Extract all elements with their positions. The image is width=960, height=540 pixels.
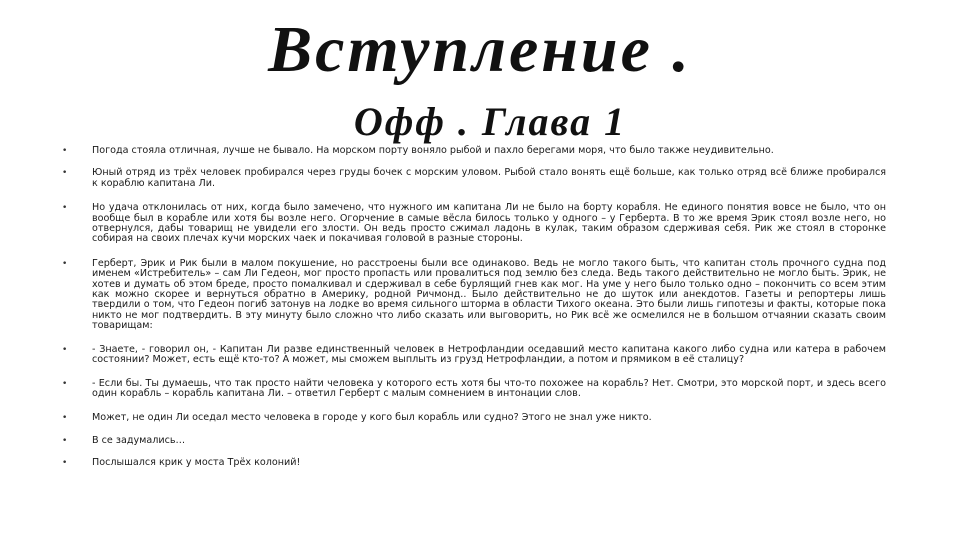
paragraph-text: - Знаете, - говорил он, - Капитан Ли разве единственный человек в Нетрофландии оседавший место капитана какого либо судна или катера в рабочем состоянии? Может, есть ещё кто-то? А может, мы сможем выплыть из грузд Нетрофландии, а потом и прямиком в её стaлицу? bbox=[92, 343, 886, 366]
bullet-icon: • bbox=[62, 258, 68, 269]
paragraph-text: - Если бы. Ты думаешь, что так просто найти человека у которого есть хотя бы что-то похожее на корабль? Нет. Смотри, это морской порт, и здесь всего один корабль – корабль капитана Ли. – ответил Герберт с малым сомнением в интонации слов. bbox=[92, 377, 886, 399]
bullet-icon: • bbox=[62, 458, 68, 469]
bullet-icon: • bbox=[62, 344, 68, 355]
list-item bbox=[62, 259, 886, 332]
slide-subtitle: Офф . Глава 1 bbox=[353, 99, 627, 144]
paragraph-text: Погода стояла отличная, лучше не бывало. На морском порту воняло рыбой и пахло берегами моря, что было также неудивительно. bbox=[92, 145, 774, 156]
list-item bbox=[62, 413, 886, 423]
bullet-icon: • bbox=[62, 378, 68, 389]
paragraph-text: Но удача отклонилась от них, когда было замечено, что нужного им капитана Ли не было на борту корабля. Не единого понятия вовсе не было, что он вообще был в корабле или хотя бы возле него. Огорчение в самые вёсла билось только у одного – у Герберта. В то же время Эрик стоял возле него, но отвернулся, дабы товарищ не увидели его злости. Он ведь просто сжимал ладонь в кулак, таким образом сдерживая себя. Рик же стоял в сторонке собирая на своих плечах кучи морских чаек и покачивая головой в разные стороны. bbox=[92, 202, 886, 245]
bullet-icon: • bbox=[62, 413, 68, 424]
bullet-icon: • bbox=[62, 168, 68, 179]
paragraph-text: Послышался крик у моста Трёх колоний! bbox=[92, 457, 301, 469]
list-item bbox=[62, 436, 886, 446]
slide-title: Вступление . bbox=[268, 13, 692, 86]
paragraph-text: В се задумались… bbox=[92, 434, 186, 446]
paragraph-text: Юный отряд из трёх человек пробирался через груды бочек с морским уловом. Рыбой стало вонять ещё больше, как только отряд всё ближе пробирался к кораблю капитана Ли. bbox=[92, 167, 886, 189]
bullet-icon: • bbox=[62, 146, 68, 156]
bullet-icon: • bbox=[62, 203, 68, 214]
bullet-icon: • bbox=[62, 435, 68, 446]
list-item bbox=[62, 146, 886, 156]
list-item bbox=[62, 458, 886, 468]
list-item bbox=[62, 203, 886, 245]
list-item bbox=[62, 168, 886, 189]
list-item bbox=[62, 379, 886, 400]
paragraph-list bbox=[62, 146, 886, 469]
list-item bbox=[62, 345, 886, 366]
paragraph-text: Может, не один Ли оседал место человека в городе у кого был корабль или судно? Этого не знал уже никто. bbox=[92, 412, 652, 424]
paragraph-text: Герберт, Эрик и Рик были в малом покушение, но расстроены были все одинаково. Ведь не могло такого быть, что капитан столь прочного судна под именем «Истребитель» – сам Ли Гедеон, мог просто пропасть или провалиться под землю без следа. Ведь такого действительно не могло быть. Эрик, не хотев и думать об этом бреде, просто помалкивал и сдерживал в себе бурлящий гнев как мог. На уме у него было только одно – покончить со всем этим как можно скорее и вернуться обратно в Америку, родной Ричмонд.. Было действительно не до шуток или анекдотов. Газеты и репортеры лишь твердили о том, что Гедеон погиб затонув на лодке во время сильного шторма в области Тихого океана. Это были лишь гипотезы и факты, которые пока никто не мог подтвердить. В эту минуту было сложно что либо сказать или выговорить, но Рик всё же осмелился не в большом отчаянии сказать своим товарищам: bbox=[92, 257, 886, 332]
